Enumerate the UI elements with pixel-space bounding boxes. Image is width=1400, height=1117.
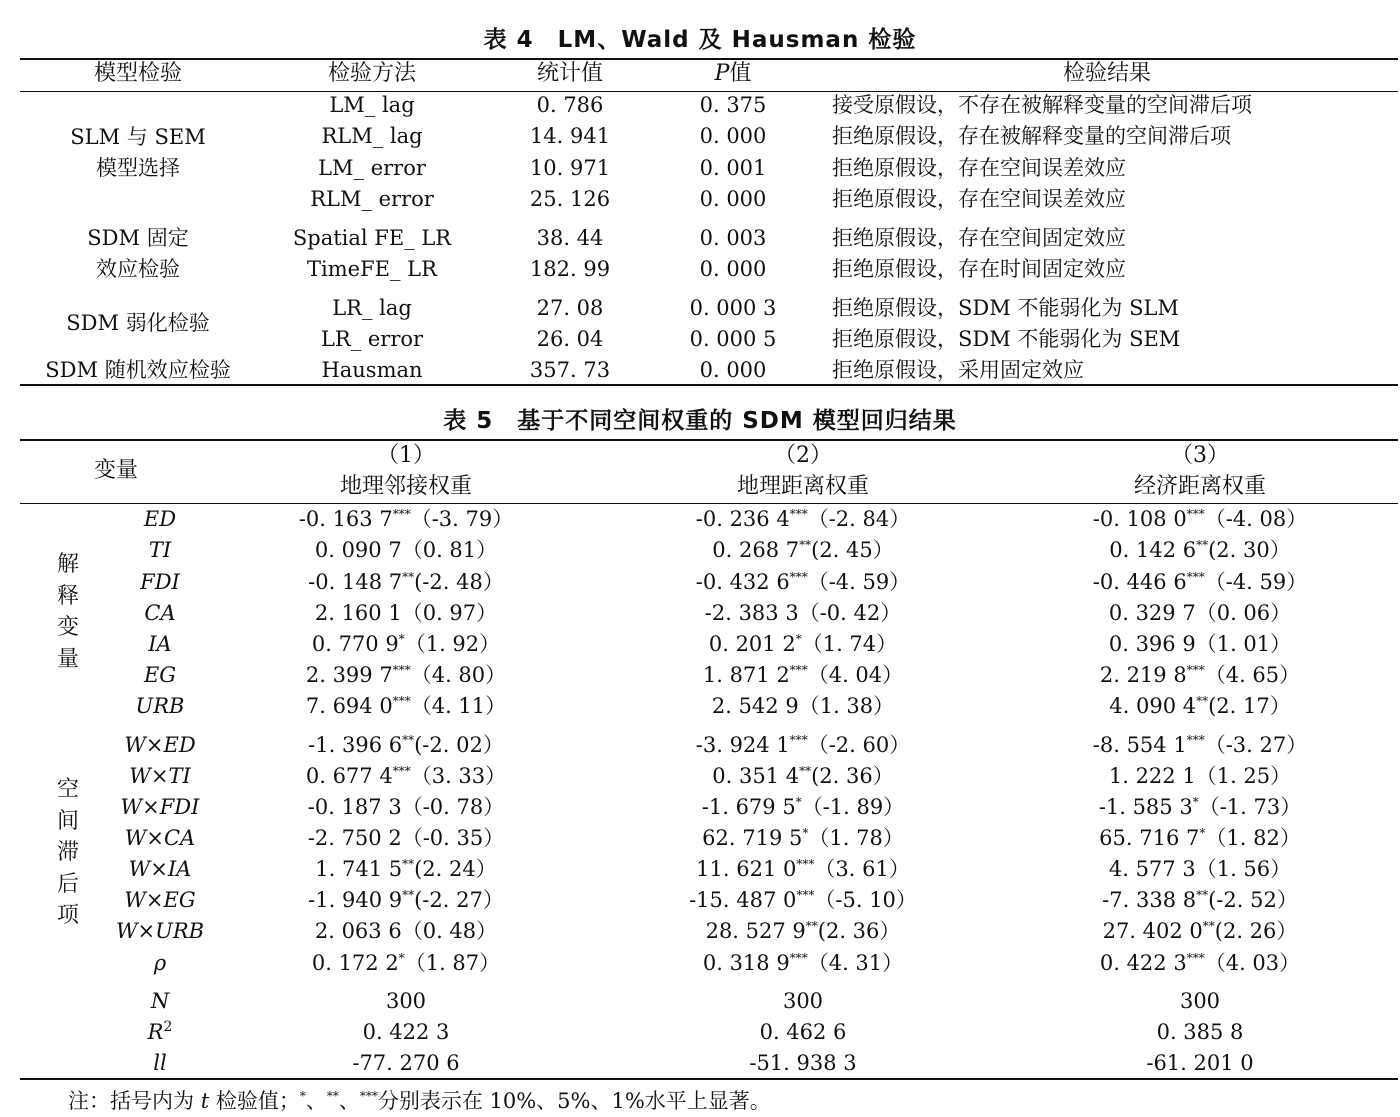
table5-coef-cell [1093, 732, 1307, 758]
significance-stars: ** [1196, 538, 1209, 552]
significance-stars: ** [402, 733, 415, 747]
table-note [68, 1088, 771, 1114]
table4-method-cell: RLM_ error [310, 187, 434, 211]
coef-value: 7. 694 0 [305, 694, 393, 718]
table5-var-cell: URB [135, 694, 185, 718]
table5-var-cell: IA [148, 632, 172, 656]
table4-method-cell: Hausman [321, 358, 423, 382]
table5-coef-cell [315, 856, 496, 882]
t-value: （-0. 42） [798, 601, 902, 625]
table4-header-model: 模型检验 [93, 61, 183, 86]
table5-bottom-rule [20, 1078, 1398, 1080]
table5-stat-value: -61. 201 0 [1146, 1051, 1254, 1075]
table5-stat-value: 0. 422 3 [362, 1020, 450, 1044]
coef-value: -15. 487 0 [689, 888, 797, 912]
table5-top-rule [20, 439, 1398, 441]
table5-coef-cell [706, 918, 901, 944]
coef-value: 0. 770 9 [311, 632, 399, 656]
t-value: （1. 78） [808, 826, 904, 850]
stat-name-text: N [150, 989, 170, 1013]
table4-stat-cell: 38. 44 [536, 226, 604, 250]
coef-value: -1. 585 3 [1098, 795, 1193, 819]
significance-stars: * [1192, 795, 1199, 809]
table5-col-name: 地理邻接权重 [339, 474, 473, 499]
table5-header-rule [20, 503, 1398, 504]
table5-coef-cell [1100, 662, 1300, 688]
coef-value: 62. 719 5 [702, 826, 803, 850]
table5-coef-cell [1109, 631, 1291, 657]
table4-stat-cell: 14. 941 [529, 124, 611, 148]
t-value: （4. 31） [807, 951, 904, 975]
coef-value: -0. 236 4 [695, 507, 790, 531]
table4-method-cell: LR_ error [320, 327, 424, 351]
table4-result-cell: 拒绝原假设，SDM 不能弱化为 SEM [832, 327, 1181, 351]
p-symbol: P [714, 61, 730, 86]
coef-value: 0. 318 9 [702, 951, 790, 975]
t-value: （-1. 89） [801, 795, 905, 819]
table5-coef-cell [1109, 600, 1291, 626]
table5-var-cell: W×TI [129, 764, 191, 788]
coef-value: 1. 871 2 [702, 663, 790, 687]
coef-value: 0. 090 7 [314, 538, 402, 562]
coef-value: -0. 187 3 [307, 795, 402, 819]
t-value: (2. 45） [811, 538, 894, 562]
note-middle: 检验值； [209, 1089, 300, 1113]
table5-coef-cell [703, 662, 903, 688]
t-value: （-4. 59） [807, 570, 911, 594]
significance-stars: * [398, 632, 405, 646]
table5-col-number: （2） [774, 443, 832, 468]
coef-value: -2. 383 3 [704, 601, 799, 625]
t-value: （-2. 60） [807, 733, 911, 757]
significance-stars: ** [805, 919, 818, 933]
significance-stars: * [795, 795, 802, 809]
note-sep1: 、 [305, 1089, 327, 1113]
table4-method-cell: Spatial FE_ LR [292, 226, 452, 250]
table5-title: 表 5 基于不同空间权重的 SDM 模型回归结果 [443, 408, 957, 434]
coef-value: 2. 399 7 [305, 663, 393, 687]
table5-stat-value: 0. 462 6 [759, 1020, 847, 1044]
table4-result-cell: 拒绝原假设，存在空间误差效应 [832, 156, 1126, 180]
table5-var-cell: W×ED [124, 733, 196, 757]
note-suffix: 分别表示在 10%、5%、1%水平上显著。 [377, 1089, 771, 1113]
table4-group-name: SDM 随机效应检验 [45, 358, 231, 382]
t-value: （-4. 59） [1204, 570, 1308, 594]
table4-result-cell: 拒绝原假设，存在被解释变量的空间滞后项 [832, 124, 1231, 148]
table4-p-cell: 0. 001 [699, 156, 767, 180]
t-value: （0. 06） [1195, 601, 1292, 625]
significance-stars: *** [392, 694, 411, 708]
table5-coef-cell [312, 631, 500, 657]
table5-coef-cell [315, 600, 497, 626]
t-value: (-2. 02） [414, 733, 504, 757]
significance-stars: *** [1186, 951, 1205, 965]
t-value: (-2. 48） [414, 570, 504, 594]
t-value: (2. 17） [1208, 694, 1291, 718]
significance-stars: ** [799, 764, 812, 778]
coef-value: -0. 432 6 [695, 570, 790, 594]
table4-result-cell: 接受原假设，不存在被解释变量的空间滞后项 [832, 93, 1252, 117]
significance-stars: ** [1202, 919, 1215, 933]
table4-method-cell: LM_ error [318, 156, 426, 180]
table4-p-cell: 0. 375 [699, 93, 767, 117]
table5-stat-name [151, 988, 169, 1014]
table5-coef-cell [702, 825, 904, 851]
t-value: （1. 01） [1195, 632, 1292, 656]
table5-coef-cell [1109, 856, 1291, 882]
table4-p-cell: 0. 000 [699, 124, 767, 148]
table5-var-cell: W×FDI [120, 795, 200, 819]
coef-value: 0. 396 9 [1108, 632, 1196, 656]
table5-var-cell: FDI [140, 570, 180, 594]
table4-bottom-rule [20, 384, 1398, 386]
table4-group-name: SDM 弱化检验 [66, 311, 210, 335]
p-header-text: 值 [729, 61, 752, 86]
significance-stars: *** [1186, 663, 1205, 677]
significance-stars: * [1199, 826, 1206, 840]
table4-stat-cell: 27. 08 [536, 296, 604, 320]
t-value: （-0. 78） [401, 795, 505, 819]
t-value: (2. 24） [414, 857, 497, 881]
coef-value: 1. 741 5 [315, 857, 403, 881]
stat-superscript: 2 [163, 1019, 173, 1035]
t-value: （4. 65） [1204, 663, 1301, 687]
significance-stars: ** [1196, 888, 1209, 902]
table5-coef-cell [712, 537, 893, 563]
table5-stat-value: -51. 938 3 [749, 1051, 857, 1075]
t-value: （-2. 84） [807, 507, 911, 531]
significance-stars: *** [392, 663, 411, 677]
coef-value: 4. 577 3 [1108, 857, 1196, 881]
table5-var-cell: ED [143, 507, 177, 531]
table5-col-number: （1） [377, 443, 435, 468]
table5-coef-cell [702, 794, 904, 820]
note-star2: ** [326, 1089, 339, 1103]
coef-value: -0. 148 7 [308, 570, 403, 594]
table5-var-cell: W×CA [124, 826, 196, 850]
significance-stars: ** [402, 570, 415, 584]
table5-coef-cell [696, 856, 910, 882]
t-value: （1. 56） [1195, 857, 1292, 881]
t-value: （-1. 73） [1198, 795, 1302, 819]
table5-coef-cell [1109, 763, 1291, 789]
table5-coef-cell [1093, 506, 1307, 532]
table4-header-p [715, 61, 752, 87]
table5-coef-cell [1099, 825, 1301, 851]
table4-method-cell: LM_ lag [329, 93, 415, 117]
table5-stat-value: -77. 270 6 [352, 1051, 460, 1075]
coef-value: -1. 396 6 [308, 733, 403, 757]
table5-col-number: （3） [1171, 443, 1229, 468]
table4-p-cell: 0. 000 5 [689, 327, 777, 351]
table5-coef-cell [312, 950, 500, 976]
table5-coef-cell [306, 662, 506, 688]
t-value: （4. 04） [807, 663, 904, 687]
significance-stars: *** [1186, 507, 1205, 521]
significance-stars: * [802, 826, 809, 840]
table4-p-cell: 0. 000 3 [689, 296, 777, 320]
t-value: （1. 38） [798, 694, 895, 718]
table5-var-cell: W×URB [115, 919, 205, 943]
table5-coef-cell [709, 631, 897, 657]
table5-coef-cell [1109, 537, 1290, 563]
table5-stat-value: 300 [1179, 989, 1221, 1013]
table5-coef-cell [696, 732, 910, 758]
table4-method-cell: RLM_ lag [321, 124, 423, 148]
table5-stat-name [153, 1050, 166, 1076]
table4-header-result: 检验结果 [1062, 61, 1152, 86]
t-value: （4. 11） [410, 694, 507, 718]
t-value: （4. 03） [1204, 951, 1301, 975]
t-value: (2. 36） [817, 919, 901, 943]
table5-coef-cell [696, 569, 910, 595]
table4-header-stat: 统计值 [536, 61, 604, 86]
coef-value: 2. 542 9 [711, 694, 799, 718]
significance-stars: *** [796, 888, 815, 902]
table5-coef-cell [1093, 569, 1307, 595]
table4-p-cell: 0. 000 [699, 358, 767, 382]
table4-result-cell: 拒绝原假设，SDM 不能弱化为 SLM [832, 296, 1179, 320]
table4-group-name: 模型选择 [96, 156, 180, 180]
significance-stars: ** [1196, 694, 1209, 708]
table4-result-cell: 拒绝原假设，存在空间误差效应 [832, 187, 1126, 211]
table4-group-name: SLM 与 SEM [70, 125, 206, 149]
table5-stat-value: 300 [385, 989, 427, 1013]
table5-stat-value: 0. 385 8 [1156, 1020, 1244, 1044]
table5-stat-value: 300 [782, 989, 824, 1013]
table4-title: 表 4 LM、Wald 及 Hausman 检验 [483, 27, 917, 53]
significance-stars: *** [789, 951, 808, 965]
table4-stat-cell: 182. 99 [529, 257, 611, 281]
table4-method-cell: TimeFE_ LR [307, 257, 437, 281]
coef-value: -1. 679 5 [701, 795, 796, 819]
coef-value: 0. 201 2 [708, 632, 796, 656]
t-value: （-4. 08） [1204, 507, 1308, 531]
t-value: (-2. 52） [1208, 888, 1298, 912]
table5-coef-cell [1100, 950, 1300, 976]
t-value: （0. 81） [401, 538, 498, 562]
t-value: （3. 61） [814, 857, 910, 881]
t-value: （1. 25） [1195, 764, 1292, 788]
table5-var-cell: TI [148, 538, 172, 562]
coef-value: 11. 621 0 [696, 857, 797, 881]
coef-value: -0. 108 0 [1092, 507, 1187, 531]
coef-value: 0. 677 4 [305, 764, 393, 788]
significance-stars: *** [789, 733, 808, 747]
coef-value: 65. 716 7 [1099, 826, 1200, 850]
table4-result-cell: 拒绝原假设，存在时间固定效应 [832, 257, 1126, 281]
table5-coef-cell [1103, 918, 1298, 944]
t-value: （1. 87） [404, 951, 501, 975]
table4-header-method: 检验方法 [327, 61, 417, 86]
t-value: （0. 97） [401, 601, 498, 625]
table4-stat-cell: 10. 971 [529, 156, 611, 180]
t-value: （1. 82） [1205, 826, 1301, 850]
table5-var-cell: W×EG [124, 888, 196, 912]
coef-value: 0. 142 6 [1109, 538, 1197, 562]
table4-p-cell: 0. 000 [699, 187, 767, 211]
table4-stat-cell: 25. 126 [529, 187, 611, 211]
coef-value: 0. 351 4 [712, 764, 800, 788]
group-label-spatial: 空间滞后项 [56, 777, 79, 928]
table5-coef-cell [308, 732, 504, 758]
table5-var-cell: ρ [153, 951, 167, 975]
coef-value: 4. 090 4 [1109, 694, 1197, 718]
coef-value: 0. 172 2 [311, 951, 399, 975]
significance-stars: *** [392, 764, 411, 778]
significance-stars: *** [1186, 570, 1205, 584]
coef-value: 27. 402 0 [1102, 919, 1203, 943]
t-value: （1. 74） [801, 632, 898, 656]
table5-coef-cell [1109, 693, 1290, 719]
coef-value: -0. 446 6 [1092, 570, 1187, 594]
significance-stars: *** [789, 507, 808, 521]
coef-value: 0. 329 7 [1108, 601, 1196, 625]
significance-stars: *** [796, 857, 815, 871]
table4-stat-cell: 26. 04 [536, 327, 604, 351]
table5-coef-cell [696, 506, 910, 532]
table4-result-cell: 拒绝原假设，采用固定效应 [832, 358, 1084, 382]
table5-coef-cell [308, 825, 504, 851]
note-star1: * [299, 1089, 306, 1103]
table5-col-name: 经济距离权重 [1133, 474, 1267, 499]
significance-stars: ** [799, 538, 812, 552]
coef-value: -1. 940 9 [308, 888, 403, 912]
coef-value: 2. 160 1 [314, 601, 402, 625]
significance-stars: *** [789, 570, 808, 584]
table5-coef-cell [703, 950, 903, 976]
significance-stars: * [398, 951, 405, 965]
table4-stat-cell: 0. 786 [536, 93, 604, 117]
t-value: （-3. 79） [410, 507, 514, 531]
table4-group-name: 效应检验 [96, 257, 180, 281]
t-value: (-2. 27） [414, 888, 504, 912]
table4-top-rule [20, 58, 1398, 60]
coef-value: 28. 527 9 [705, 919, 806, 943]
t-value: (2. 26） [1214, 919, 1298, 943]
table5-var-cell: W×IA [128, 857, 192, 881]
coef-value: 0. 268 7 [712, 538, 800, 562]
coef-value: 2. 219 8 [1099, 663, 1187, 687]
significance-stars: ** [402, 857, 415, 871]
table5-stat-name [148, 1019, 173, 1045]
table4-stat-cell: 357. 73 [529, 358, 611, 382]
table4-p-cell: 0. 003 [699, 226, 767, 250]
table4-group-name: SDM 固定 [87, 226, 189, 250]
significance-stars: * [795, 632, 802, 646]
stat-name-text: R [147, 1020, 164, 1044]
table5-coef-cell [315, 918, 497, 944]
table5-col-name: 地理距离权重 [736, 474, 870, 499]
coef-value: -7. 338 8 [1102, 888, 1197, 912]
coef-value: -0. 163 7 [298, 507, 393, 531]
significance-stars: *** [1186, 733, 1205, 747]
table5-coef-cell [689, 887, 917, 913]
table5-coef-cell [315, 537, 497, 563]
t-value: （3. 33） [410, 764, 507, 788]
table4-method-cell: LR_ lag [332, 296, 412, 320]
coef-value: 0. 422 3 [1099, 951, 1187, 975]
t-value: （-3. 27） [1204, 733, 1308, 757]
t-value: （4. 80） [410, 663, 507, 687]
t-value: (2. 30） [1208, 538, 1291, 562]
t-value: (2. 36） [811, 764, 894, 788]
t-value: （-5. 10） [814, 888, 917, 912]
note-star3: *** [359, 1089, 378, 1103]
t-value: （-0. 35） [401, 826, 505, 850]
coef-value: -3. 924 1 [695, 733, 790, 757]
coef-value: 2. 063 6 [314, 919, 402, 943]
stat-name-text: ll [153, 1051, 167, 1075]
significance-stars: ** [402, 888, 415, 902]
table5-coef-cell [299, 506, 513, 532]
table5-coef-cell [306, 763, 506, 789]
t-value: （0. 48） [401, 919, 498, 943]
table5-var-header: 变量 [93, 458, 139, 483]
t-value: （1. 92） [404, 632, 501, 656]
table5-coef-cell [1102, 887, 1298, 913]
table5-coef-cell [712, 763, 893, 789]
note-prefix: 注：括号内为 [68, 1089, 201, 1113]
note-sep2: 、 [338, 1089, 360, 1113]
note-t-symbol: t [200, 1089, 210, 1113]
table5-coef-cell [705, 600, 901, 626]
table4-p-cell: 0. 000 [699, 257, 767, 281]
coef-value: -8. 554 1 [1092, 733, 1187, 757]
significance-stars: *** [789, 663, 808, 677]
coef-value: -2. 750 2 [307, 826, 402, 850]
group-label-explanatory: 解释变量 [56, 552, 79, 672]
table5-coef-cell [308, 794, 504, 820]
table4-result-cell: 拒绝原假设，存在空间固定效应 [832, 226, 1126, 250]
table5-coef-cell [308, 887, 504, 913]
significance-stars: *** [392, 507, 411, 521]
table5-coef-cell [712, 693, 894, 719]
table5-coef-cell [1099, 794, 1301, 820]
table5-coef-cell [306, 693, 506, 719]
table5-coef-cell [308, 569, 504, 595]
table5-var-cell: EG [143, 663, 177, 687]
coef-value: 1. 222 1 [1108, 764, 1196, 788]
table5-var-cell: CA [144, 601, 176, 625]
